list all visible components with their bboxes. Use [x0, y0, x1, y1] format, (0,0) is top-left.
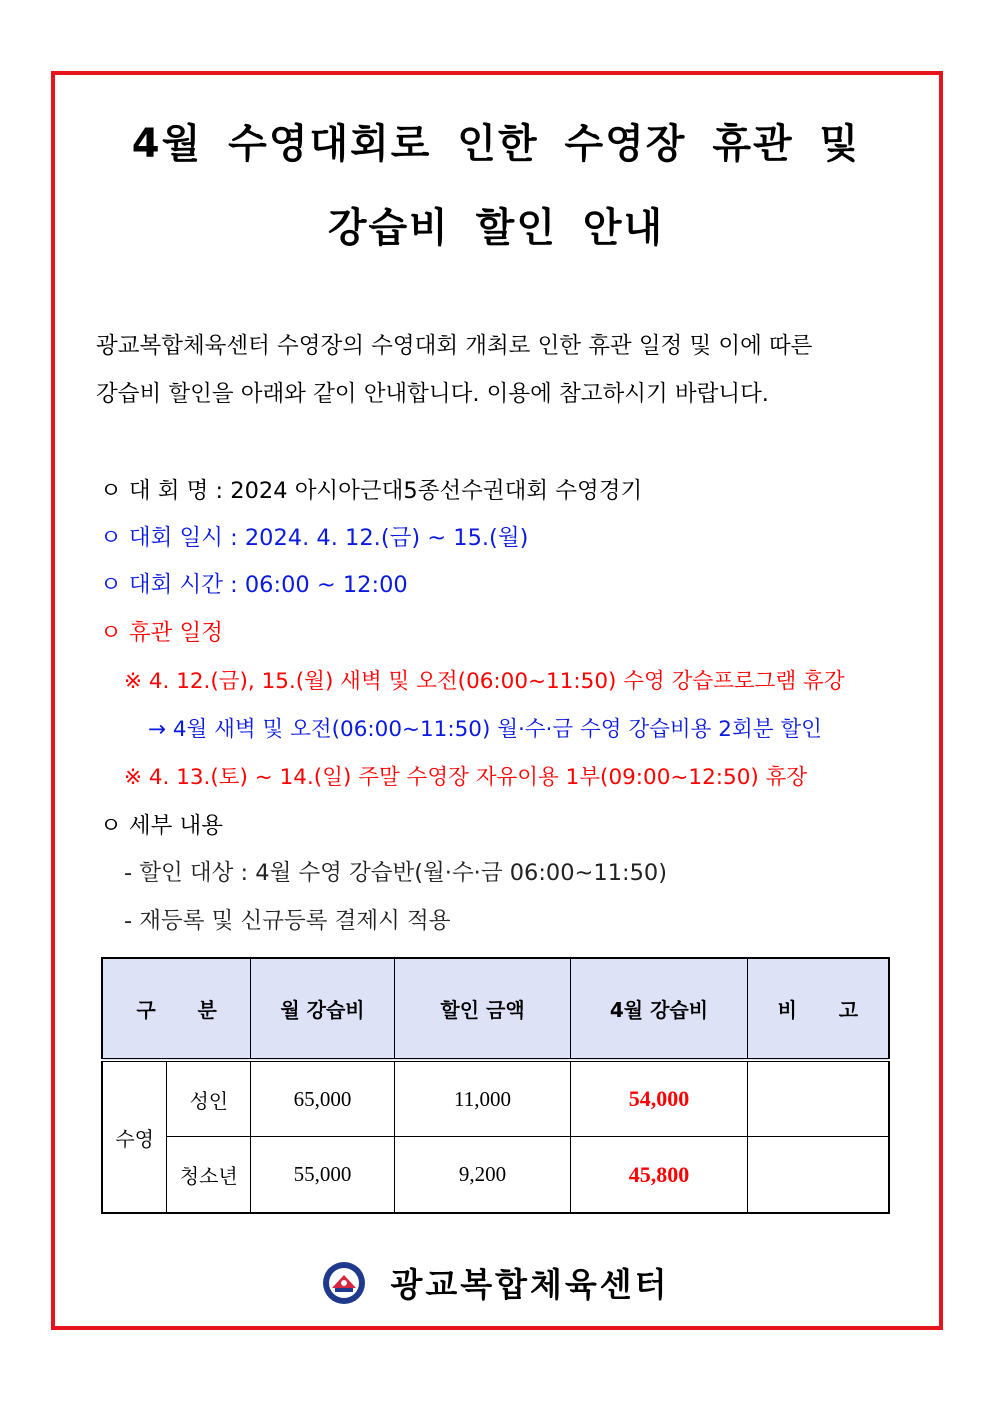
group-label: 청소년 — [167, 1137, 251, 1213]
details-heading: ㅇ 세부 내용 — [100, 813, 223, 839]
header-note: 비 고 — [747, 958, 889, 1060]
event-date: ㅇ 대회 일시 : 2024. 4. 12.(금) ~ 15.(월) — [100, 525, 529, 551]
details-apply: - 재등록 및 신규등록 결제시 적용 — [124, 908, 451, 934]
fee-table — [101, 957, 890, 1214]
title-line-1: 4월 수영대회로 인한 수영장 휴관 및 — [131, 121, 861, 167]
center-emblem-icon — [322, 1261, 366, 1305]
header-discount: 할인 금액 — [394, 958, 570, 1060]
closure-note-1: ※ 4. 12.(금), 15.(월) 새벽 및 오전(06:00~11:50) 수영 강습프로그램 휴강 — [124, 669, 845, 694]
april-fee: 54,000 — [571, 1060, 747, 1136]
closure-note-2: ※ 4. 13.(토) ~ 14.(일) 주말 수영장 자유이용 1부(09:00~12:50) 휴장 — [124, 765, 808, 790]
category-swim: 수영 — [102, 1060, 167, 1213]
intro-line-1: 광교복합체육센터 수영장의 수영대회 개최로 인한 휴관 일정 및 이에 따른 — [96, 333, 813, 359]
event-name: ㅇ 대 회 명 : 2024 아시아근대5종선수권대회 수영경기 — [100, 478, 643, 504]
group-label: 성인 — [167, 1060, 251, 1136]
april-fee: 45,800 — [571, 1137, 747, 1213]
closure-heading: ㅇ 휴관 일정 — [100, 620, 223, 646]
event-time: ㅇ 대회 시간 : 06:00 ~ 12:00 — [100, 572, 408, 598]
org-name: 광교복합체육센터 — [390, 1265, 670, 1304]
table-row — [102, 1060, 889, 1136]
monthly-fee: 55,000 — [251, 1137, 395, 1213]
note-cell — [747, 1060, 889, 1136]
intro-line-2: 강습비 할인을 아래와 같이 안내합니다. 이용에 참고하시기 바랍니다. — [96, 381, 769, 407]
footer — [0, 1259, 992, 1306]
monthly-fee: 65,000 — [251, 1060, 395, 1136]
discount-amount: 11,000 — [394, 1060, 570, 1136]
table-header-row — [102, 958, 889, 1060]
details-target: - 할인 대상 : 4월 수영 강습반(월·수·금 06:00~11:50) — [124, 860, 668, 886]
header-monthly-fee: 월 강습비 — [251, 958, 395, 1060]
header-april-fee: 4월 강습비 — [571, 958, 747, 1060]
closure-discount-note: → 4월 새벽 및 오전(06:00~11:50) 월·수·금 수영 강습비용 2회분 할인 — [148, 717, 822, 742]
table-row — [102, 1137, 889, 1213]
title-line-2: 강습비 할인 안내 — [327, 205, 665, 251]
note-cell — [747, 1137, 889, 1213]
header-category: 구 분 — [102, 958, 251, 1060]
discount-amount: 9,200 — [394, 1137, 570, 1213]
